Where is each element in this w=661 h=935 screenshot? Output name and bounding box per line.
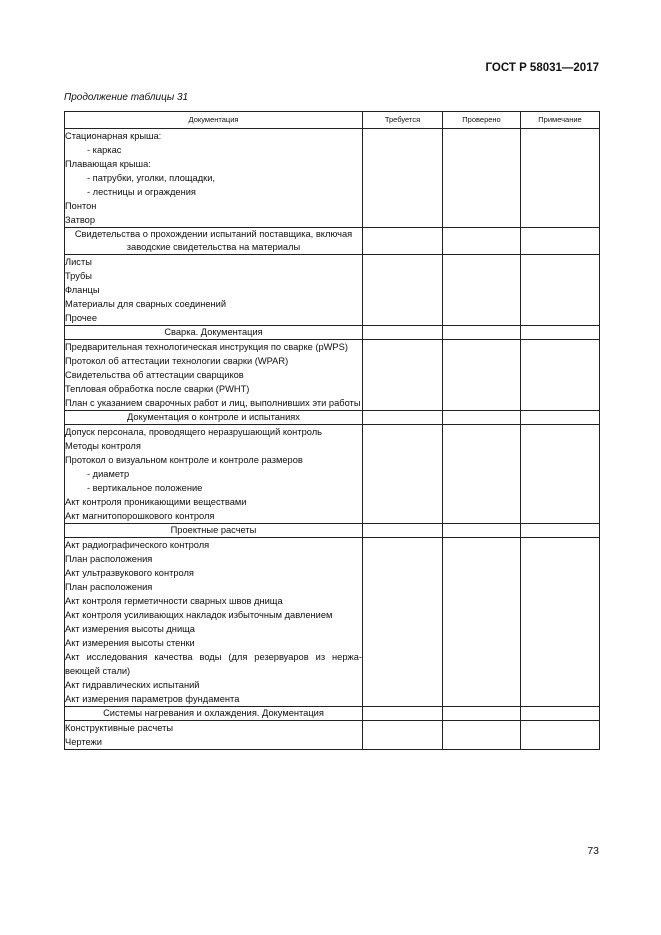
checked-cell [443, 340, 521, 411]
required-cell [363, 411, 443, 425]
required-cell [363, 707, 443, 721]
documentation-table [64, 111, 600, 750]
note-cell [521, 326, 600, 340]
list-item: Прочее [65, 313, 98, 323]
note-cell [521, 425, 600, 524]
list-item: Чертежи [65, 737, 102, 747]
list-item: Допуск персонала, проводящего неразрушающий контроль [65, 427, 322, 437]
required-cell [363, 340, 443, 411]
note-cell [521, 707, 600, 721]
section-title: Сварка. Документация [65, 326, 363, 340]
required-cell [363, 129, 443, 228]
checked-cell [443, 326, 521, 340]
page-number: 73 [587, 845, 599, 857]
items-cell [65, 129, 363, 228]
list-item: Материалы для сварных соединений [65, 299, 227, 309]
checked-cell [443, 707, 521, 721]
checked-cell [443, 425, 521, 524]
list-item: Акт измерения высоты стенки [65, 638, 195, 648]
note-cell [521, 228, 600, 255]
table-body [65, 129, 600, 750]
list-item: Протокол о визуальном контроле и контроле размеров [65, 455, 303, 465]
items-row [65, 721, 600, 750]
list-item: Акт контроля усиливающих накладок избыточным давлением [65, 610, 333, 620]
items-row [65, 340, 600, 411]
required-cell [363, 524, 443, 538]
items-cell [65, 721, 363, 750]
table-caption: Продолжение таблицы 31 [64, 92, 189, 103]
note-cell [521, 721, 600, 750]
column-header-checked: Проверено [443, 112, 521, 129]
list-item: План расположения [65, 582, 153, 592]
column-header-required: Требуется [363, 112, 443, 129]
list-item: Акт магнитопорошкового контроля [65, 511, 215, 521]
list-item: Листы [65, 257, 92, 267]
section-row [65, 326, 600, 340]
items-row [65, 129, 600, 228]
section-title: Системы нагревания и охлаждения. Документация [65, 707, 363, 721]
list-item: Акт ультразвукового контроля [65, 568, 194, 578]
list-item: Свидетельства об аттестации сварщиков [65, 370, 244, 380]
required-cell [363, 326, 443, 340]
items-row [65, 425, 600, 524]
list-item: Акт измерения высоты днища [65, 624, 195, 634]
required-cell [363, 228, 443, 255]
sub-item: - патрубки, уголки, площадки, [87, 173, 215, 183]
note-cell [521, 255, 600, 326]
section-title: Документация о контроле и испытаниях [65, 411, 363, 425]
note-cell [521, 411, 600, 425]
list-item: Стационарная крыша: [65, 131, 162, 141]
list-item: Фланцы [65, 285, 100, 295]
list-item: План расположения [65, 554, 153, 564]
note-cell [521, 340, 600, 411]
section-title: Проектные расчеты [65, 524, 363, 538]
list-item: Акт контроля герметичности сварных швов днища [65, 596, 283, 606]
items-cell [65, 538, 363, 707]
items-row [65, 538, 600, 707]
required-cell [363, 538, 443, 707]
required-cell [363, 721, 443, 750]
checked-cell [443, 255, 521, 326]
note-cell [521, 524, 600, 538]
list-item: Затвор [65, 215, 96, 225]
section-row [65, 228, 600, 255]
column-header-documentation: Документация [65, 112, 363, 129]
column-header-note: Примечание [521, 112, 600, 129]
sub-item: - диаметр [87, 469, 130, 479]
items-cell [65, 255, 363, 326]
note-cell [521, 538, 600, 707]
section-row [65, 411, 600, 425]
section-row [65, 707, 600, 721]
items-cell [65, 425, 363, 524]
checked-cell [443, 721, 521, 750]
list-item: Акт исследования качества воды (для резервуаров из нержа-веющей стали) [65, 652, 362, 676]
list-item: Плавающая крыша: [65, 159, 151, 169]
list-item: Понтон [65, 201, 97, 211]
list-item: Акт контроля проникающими веществами [65, 497, 247, 507]
checked-cell [443, 538, 521, 707]
list-item: Предварительная технологическая инструкция по сварке (pWPS) [65, 342, 348, 352]
checked-cell [443, 524, 521, 538]
section-title: Свидетельства о прохождении испытаний поставщика, включая заводские свидетельства на материалы [65, 228, 363, 255]
list-item: Тепловая обработка после сварки (PWHT) [65, 384, 250, 394]
sub-item: - лестницы и ограждения [87, 187, 196, 197]
list-item: Акт измерения параметров фундамента [65, 694, 240, 704]
items-cell [65, 340, 363, 411]
required-cell [363, 425, 443, 524]
list-item: Трубы [65, 271, 92, 281]
list-item: План с указанием сварочных работ и лиц, выполнивших эти работы [65, 398, 361, 408]
note-cell [521, 129, 600, 228]
table-header-row [65, 112, 600, 129]
list-item: Акт гидравлических испытаний [65, 680, 200, 690]
list-item: Акт радиографического контроля [65, 540, 210, 550]
checked-cell [443, 411, 521, 425]
items-row [65, 255, 600, 326]
checked-cell [443, 129, 521, 228]
section-row [65, 524, 600, 538]
sub-item: - вертикальное положение [87, 483, 203, 493]
list-item: Конструктивные расчеты [65, 723, 174, 733]
list-item: Методы контроля [65, 441, 141, 451]
sub-item: - каркас [87, 145, 122, 155]
document-code: ГОСТ Р 58031—2017 [485, 62, 599, 74]
checked-cell [443, 228, 521, 255]
required-cell [363, 255, 443, 326]
list-item: Протокол об аттестации технологии сварки (WPAR) [65, 356, 289, 366]
